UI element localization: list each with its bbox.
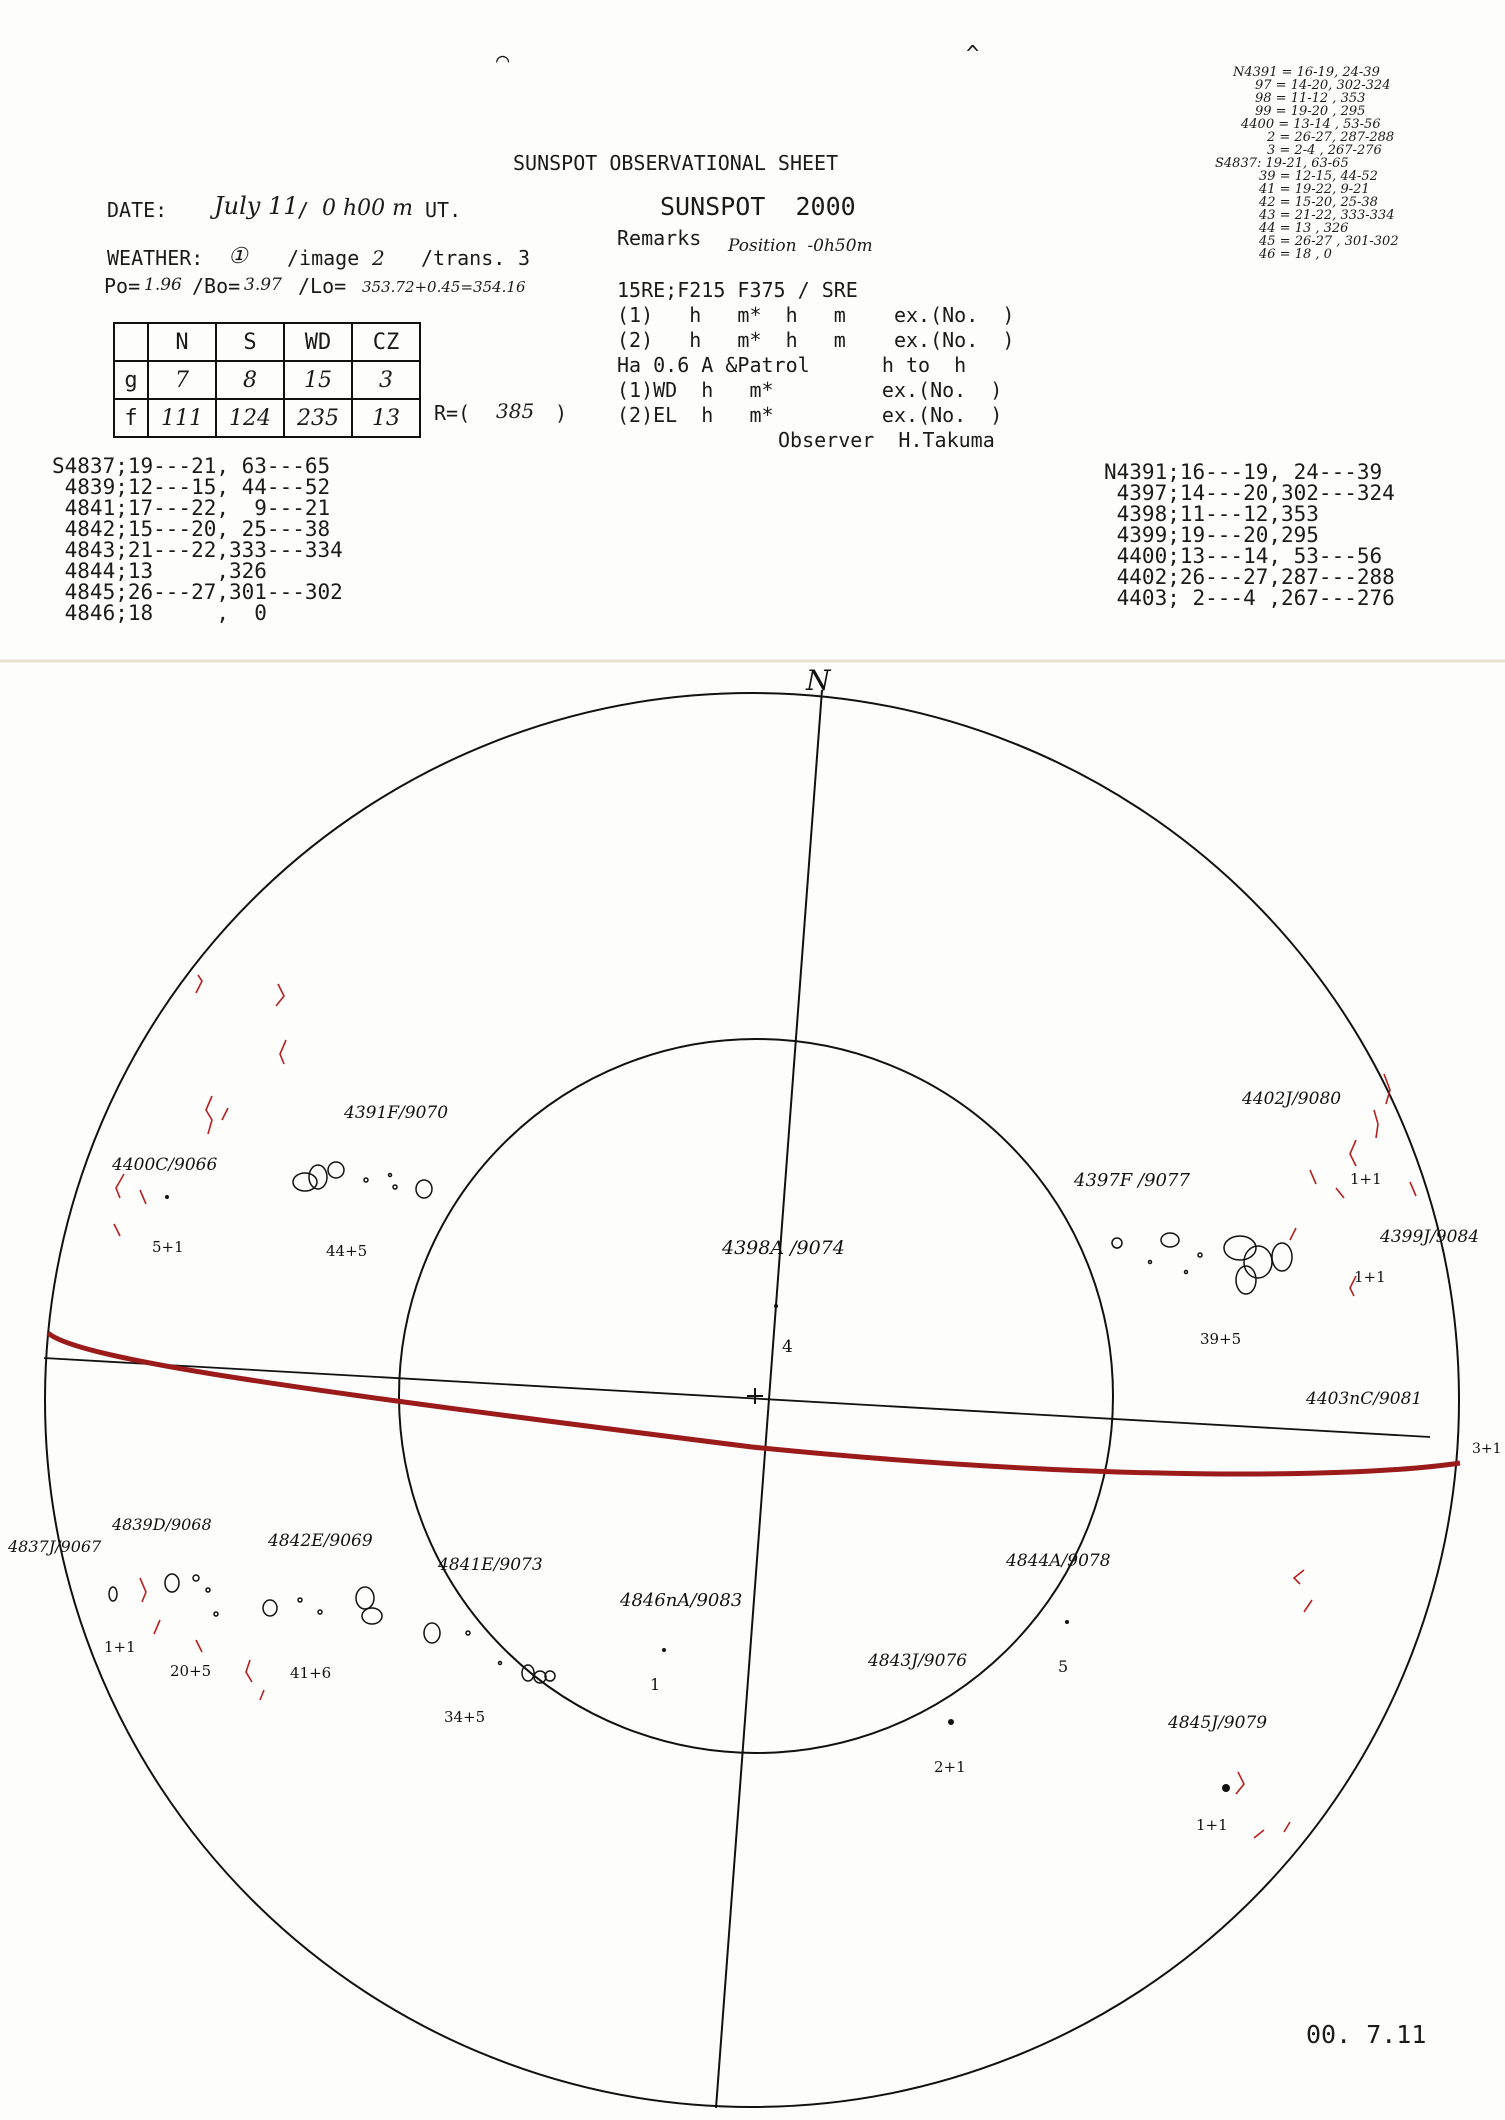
sunspot-group-4839 [109,1574,218,1616]
row-label: f [114,399,148,437]
equator-line [44,1358,1430,1437]
list-item: 4841;17---22, 9---21 [52,496,331,520]
group-label-4842: 4842E/9069 [268,1531,373,1551]
table-cell: 7 [148,361,216,399]
list-item: 4402;26---27,287---288 [1104,565,1395,589]
list-item: 4839;12---15, 44---52 [52,475,331,499]
r-close: ) [555,401,568,425]
po-label: Po= [104,274,141,298]
group-label-4397: 4397F /9077 [1074,1170,1190,1191]
handnote: 43 = 21-22, 333-334 [1259,208,1395,223]
trans-value: 3 [518,246,531,270]
obs-line-3: Ha 0.6 A &Patrol h to h [617,353,967,377]
table-cell: 111 [148,399,216,437]
group-label-4399: 4399J/9084 [1380,1227,1480,1247]
group-label-4391: 4391F/9070 [344,1103,449,1123]
obs-line-1: (1) h m* h m ex.(No. ) [617,303,1015,327]
filter-line: 15RE;F215 F375 / SRE [617,278,858,302]
time-value: 0 h00 m [322,196,414,221]
sunspot-group-4391 [293,1162,432,1198]
group-label-4403: 4403nC/9081 [1306,1389,1423,1409]
handnote: 98 = 11-12 , 353 [1255,91,1366,106]
group-count-4842: 41+6 [290,1664,332,1682]
group-label-4400: 4400C/9066 [112,1155,218,1175]
group-label-4841: 4841E/9073 [438,1555,543,1575]
handnote: 97 = 14-20, 302-324 [1255,78,1391,93]
handnote: 45 = 26-27 , 301-302 [1259,234,1399,249]
group-count-4398: 4 [782,1337,793,1357]
table-header: CZ [352,323,420,361]
table-cell: 3 [352,361,420,399]
remarks-label: Remarks [617,226,702,250]
list-item: 4845;26---27,301---302 [52,580,343,604]
remarks-value: Position -0h50m [728,236,873,256]
time-sep: / [297,198,310,222]
handnote: N4391 = 16-19, 24-39 [1233,65,1380,80]
bo-label: /Bo= [192,274,241,298]
north-mark: N [806,664,831,697]
table-header: WD [284,323,352,361]
list-item: 4846;18 , 0 [52,601,267,625]
group-count-4402: 1+1 [1350,1170,1382,1188]
group-count-4837: 1+1 [104,1638,136,1656]
table-header: N [148,323,216,361]
image-value: 2 [372,246,385,270]
obs-line-4: (1)WD h m* ex.(No. ) [617,378,1003,402]
sunspot-group-4397 [1112,1233,1292,1294]
top-mark-left: ⌒ [496,48,510,73]
sunspot-dots [165,1195,1230,1792]
handnote: 2 = 26-27, 287-288 [1267,130,1395,145]
bo-value: 3.97 [244,275,282,295]
handnote: 39 = 12-15, 44-52 [1259,169,1378,184]
image-label: /image [287,246,360,270]
group-label-4845: 4845J/9079 [1168,1713,1268,1733]
group-label-4843: 4843J/9076 [868,1651,968,1671]
list-item: 4397;14---20,302---324 [1104,481,1395,505]
group-label-4846: 4846nA/9083 [620,1590,743,1611]
sheet-title: SUNSPOT OBSERVATIONAL SHEET [513,151,839,175]
r-label: R=( [434,401,471,425]
group-count-4399: 1+1 [1354,1268,1386,1286]
group-count-4844: 5 [1058,1657,1069,1676]
handnote: 44 = 13 , 326 [1259,221,1349,236]
center-mark [747,1388,763,1404]
top-mark-right: ^ [966,42,980,67]
list-item: S4837;19---21, 63---65 [52,454,331,478]
r-value: 385 [496,399,535,423]
handnote: 42 = 15-20, 25-38 [1259,195,1378,210]
sheet-subtitle: SUNSPOT 2000 [660,192,856,221]
table-cell: 15 [284,361,352,399]
time-unit: UT. [425,198,462,222]
handnote: 41 = 19-22, 9-21 [1259,182,1370,197]
observer: Observer H.Takuma [778,428,995,452]
group-label-4844: 4844A/9078 [1006,1551,1111,1571]
group-label-4837: 4837J/9067 [8,1537,102,1556]
handnote: 99 = 19-20 , 295 [1255,104,1366,119]
date-label: DATE: [107,198,168,222]
lo-label: /Lo= [298,274,347,298]
group-count-4843: 2+1 [934,1758,966,1776]
group-count-4391: 44+5 [326,1242,368,1260]
list-item: 4842;15---20, 25---38 [52,517,331,541]
group-label-4398: 4398A /9074 [722,1237,845,1259]
list-item: 4843;21---22,333---334 [52,538,343,562]
handnote: S4837: 19-21, 63-65 [1215,156,1349,171]
sunspot-group-4841 [424,1623,555,1683]
row-label: g [114,361,148,399]
list-item: N4391;16---19, 24---39 [1104,460,1383,484]
date-value: July 11 [214,192,299,220]
list-item: 4844;13 ,326 [52,559,267,583]
table-cell: 13 [352,399,420,437]
table-cell: 8 [216,361,284,399]
table-cell: 124 [216,399,284,437]
obs-line-2: (2) h m* h m ex.(No. ) [617,328,1015,352]
handnote: 3 = 2-4 , 267-276 [1267,143,1382,158]
group-count-4841: 34+5 [444,1708,486,1726]
faculae-marks [114,975,1416,1838]
handnote: 46 = 18 , 0 [1259,247,1332,262]
date-stamp: 00. 7.11 [1306,2020,1427,2049]
group-count-4400: 5+1 [152,1238,184,1256]
group-count-4846: 1 [650,1675,661,1694]
group-label-4402: 4402J/9080 [1242,1089,1342,1109]
table-header: S [216,323,284,361]
po-value: 1.96 [144,275,182,295]
solar-disk-outline [45,693,1459,2107]
group-count-4845: 1+1 [1196,1816,1228,1834]
weather-label: WEATHER: [107,246,204,270]
group-count-4397: 39+5 [1200,1330,1242,1348]
list-item: 4399;19---20,295 [1104,523,1319,547]
list-item: 4400;13---14, 53---56 [1104,544,1383,568]
group-count-4839: 20+5 [170,1662,212,1680]
table-cell: 235 [284,399,352,437]
group-label-4839: 4839D/9068 [112,1515,212,1534]
handnote: 4400 = 13-14 , 53-56 [1241,117,1381,132]
sunspot-group-4842 [263,1587,382,1624]
obs-line-5: (2)EL h m* ex.(No. ) [617,403,1003,427]
lo-value: 353.72+0.45=354.16 [362,278,526,296]
trans-label: /trans. [421,246,506,270]
list-item: 4398;11---12,353 [1104,502,1319,526]
group-count-4403: 3+1 [1472,1441,1502,1457]
weather-value: ① [228,244,248,269]
list-item: 4403; 2---4 ,267---276 [1104,586,1395,610]
